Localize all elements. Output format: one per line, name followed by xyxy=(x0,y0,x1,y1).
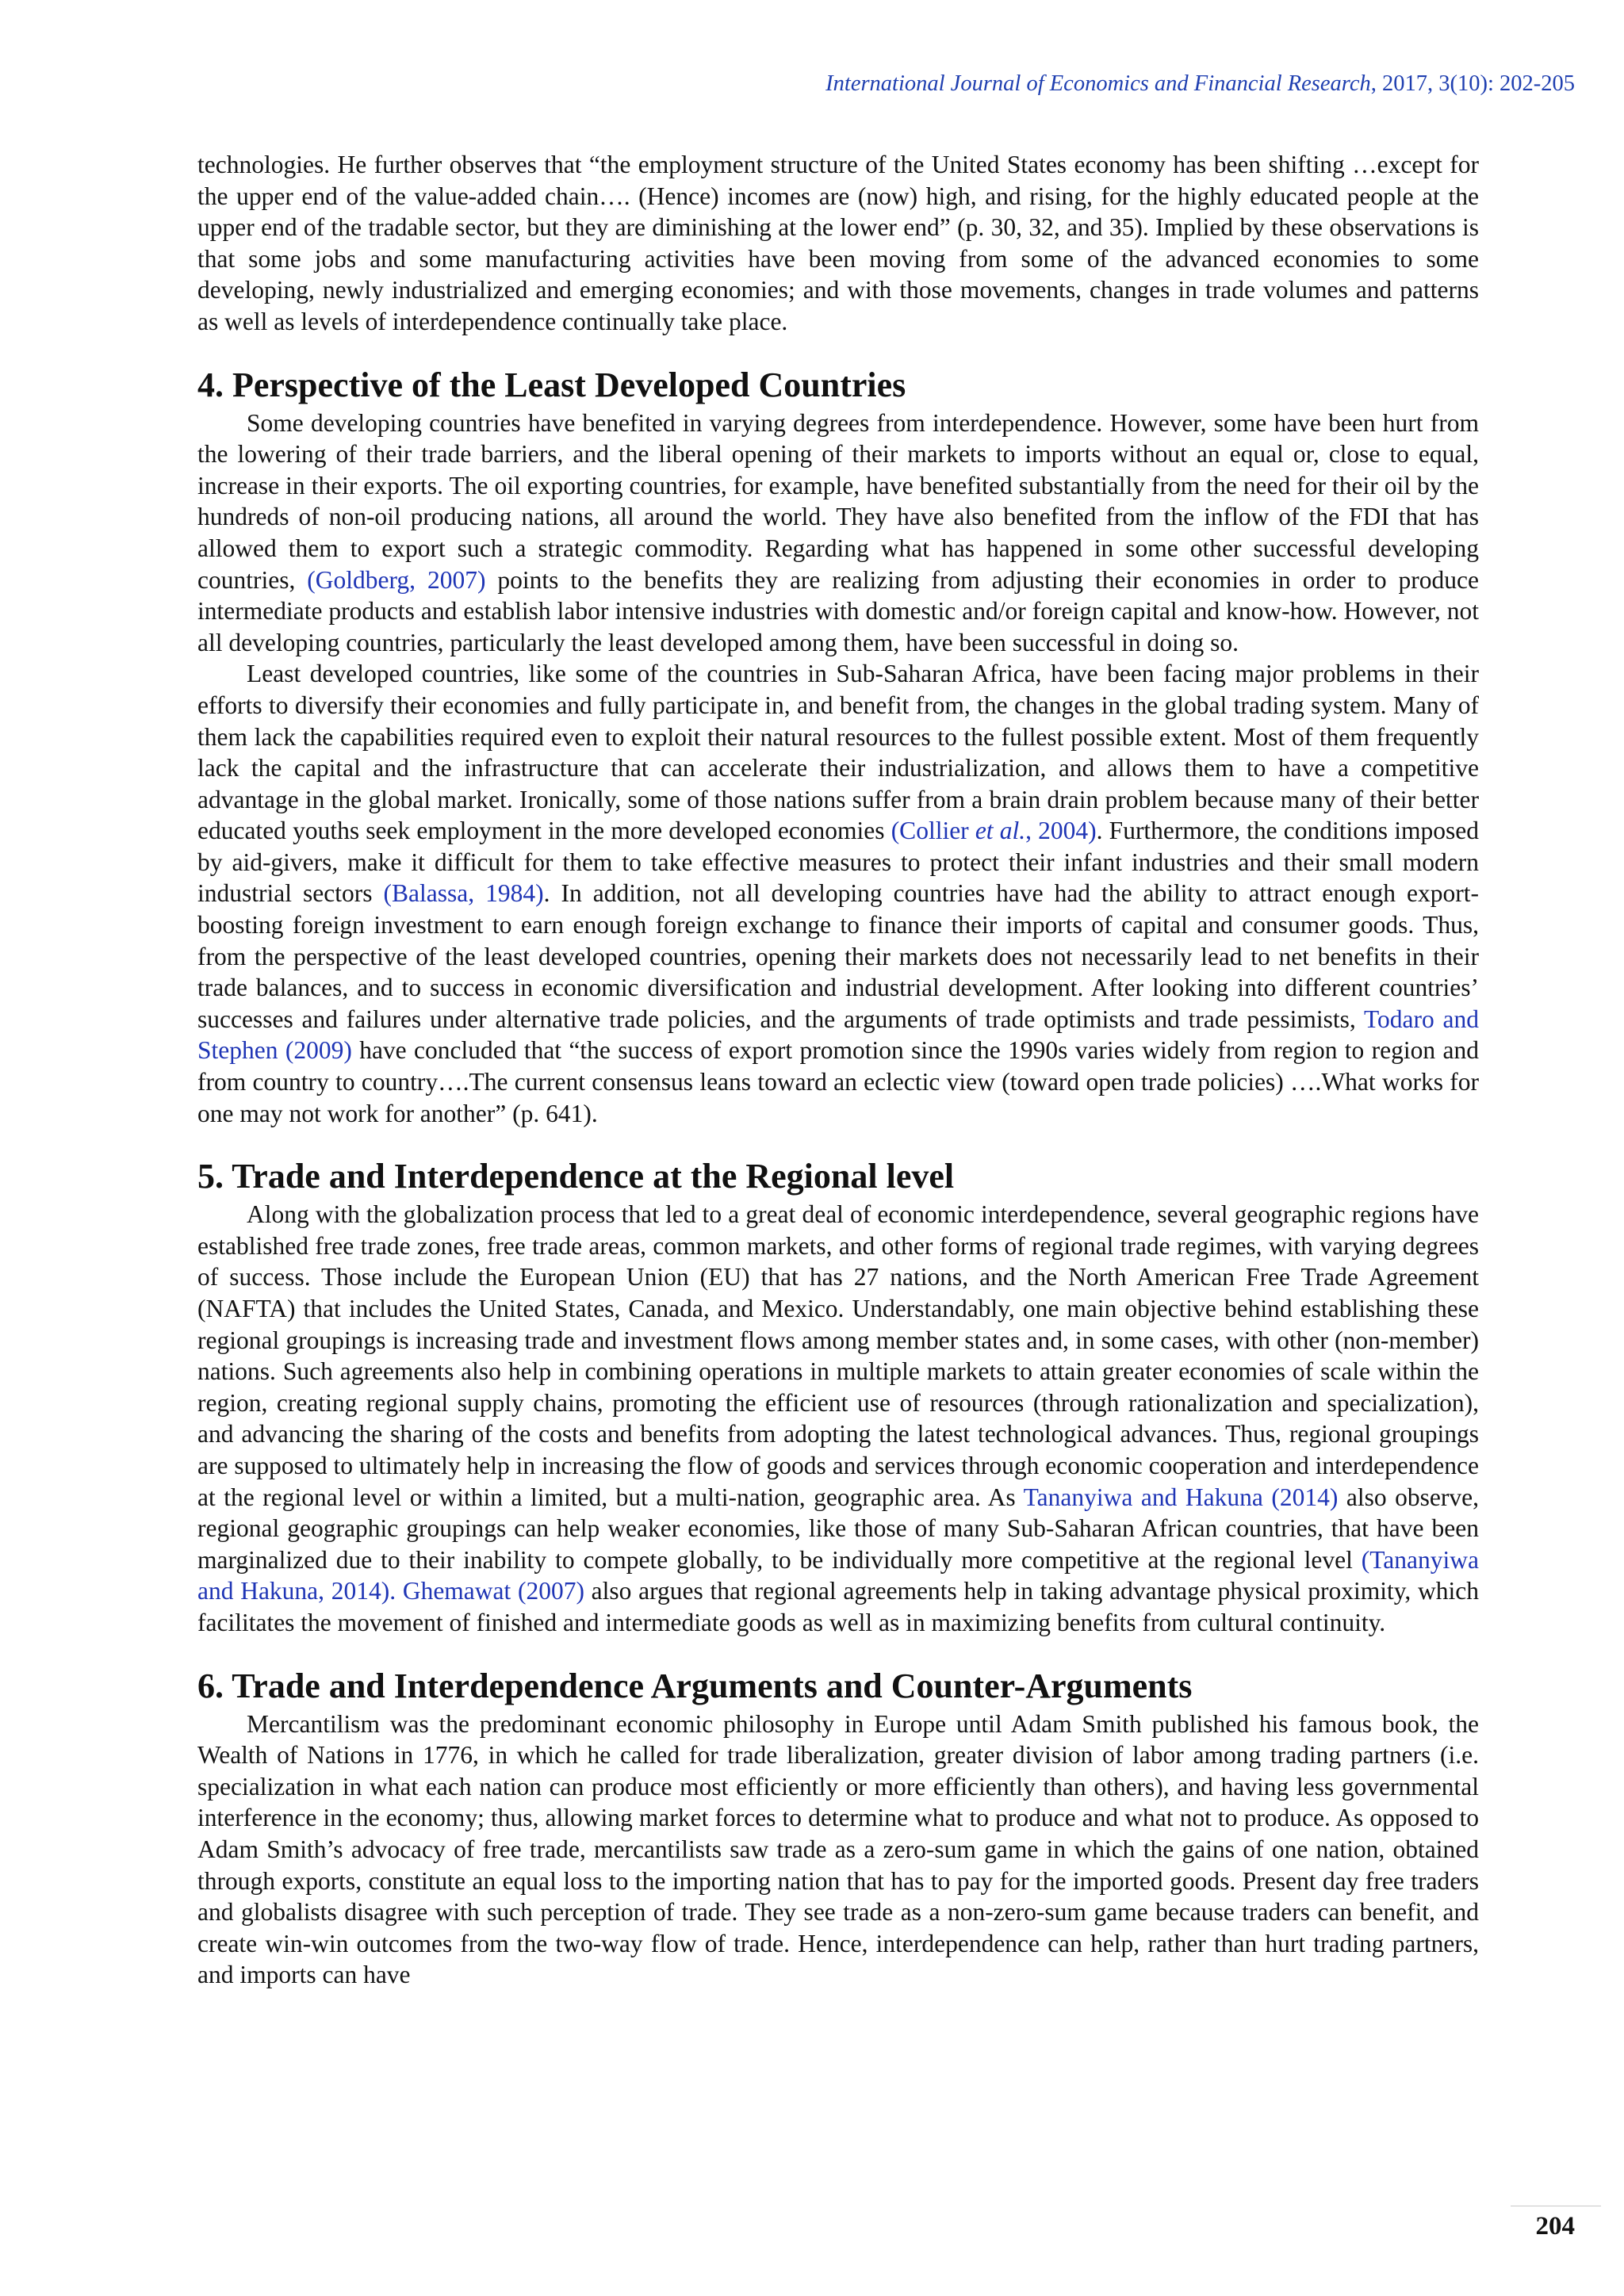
journal-title: International Journal of Economics and Financial Research xyxy=(825,71,1371,96)
paragraph xyxy=(197,1709,1479,1991)
text-run: also observe, regional geographic groupings can help weaker economies, like those of many Sub-Saharan African countries, that have been marginalized due to their inability to compete globally, to be individually more competitive at the regional level xyxy=(197,1483,1479,1574)
section-heading-5: 5. Trade and Interdependence at the Regional level xyxy=(197,1157,955,1196)
page-number: 204 xyxy=(1535,2212,1575,2241)
text-run: Least developed countries, like some of the countries in Sub-Saharan Africa, have been facing major problems in their efforts to diversify their economies and fully participate in, and benefit from, the changes in the global trading system. Many of them lack the capabilities required even to exploit their natural resources to the fullest possible extent. Most of them frequently lack the capital and the infrastructure that can accelerate their industrialization, and allows them to have a competitive advantage in the global market. Ironically, some of those nations suffer from a brain drain problem because many of their better educated youths seek employment in the more developed economies xyxy=(197,660,1479,845)
citation-link[interactable]: Tananyiwa and Hakuna (2014) xyxy=(1023,1483,1339,1511)
text-run: Mercantilism was the predominant economic philosophy in Europe until Adam Smith published his famous book, the Wealth of Nations in 1776, in which he called for trade liberalization, greater division of labor among trading partners (i.e. specialization in what each nation can produce most efficiently or more efficiently than others), and having less governmental interference in the economy; thus, allowing market forces to determine what to produce and what not to produce. As opposed to Adam Smith’s advocacy of free trade, mercantilists saw trade as a zero-sum game in which the gains of one nation, obtained through exports, constitute an equal loss to the importing nation that has to pay for the imported goods. Present day free traders and globalists disagree with such perception of trade. They see trade as a non-zero-sum game because traders can benefit, and create win-win outcomes from the two-way flow of trade. Hence, interdependence can help, rather than hurt trading partners, and imports can have xyxy=(197,1709,1479,1989)
paragraph xyxy=(197,408,1479,659)
citation-link[interactable] xyxy=(891,817,1097,844)
text-run: also argues that regional agreements help in taking advantage physical proximity, which facilitates the movement of finished and intermediate goods as well as in maximizing benefits from cultural continuity. xyxy=(197,1577,1479,1636)
text-run: have concluded that “the success of export promotion since the 1990s varies widely from region to region and from country to country….The current consensus leans toward an eclectic view (toward open trade policies) ….What works for one may not work for another” (p. 641). xyxy=(197,1036,1479,1127)
section-heading-4: 4. Perspective of the Least Developed Countries xyxy=(197,365,906,404)
text-run: technologies. He further observes that “the employment structure of the United States economy has been shifting …except for the upper end of the value-added chain…. (Hence) incomes are (now) high, and rising, for the highly educated people at the upper end of the tradable sector, but they are diminishing at the lower end” (p. 30, 32, and 35). Implied by these observations is that some jobs and some manufacturing activities have been moving from some of the advanced economies to some developing, newly industrialized and emerging economies; and with those movements, changes in trade volumes and patterns as well as levels of interdependence continually take place. xyxy=(197,151,1479,335)
citation-link[interactable]: Todaro and Stephen (2009) xyxy=(197,1004,1479,1065)
citation-text: et al. xyxy=(975,817,1026,845)
citation-link[interactable]: (Balassa, 1984) xyxy=(383,879,544,908)
paragraph xyxy=(197,1199,1479,1638)
text-run: points to the benefits they are realizing from adjusting their economies in order to produce intermediate products and establish labor intensive industries with domestic and/or foreign capital and know-how. However, not all developing countries, particularly the least developed among them, have been successful in doing so. xyxy=(197,565,1479,656)
citation-link[interactable]: (Tananyiwa and Hakuna, 2014). Ghemawat (2007) xyxy=(197,1545,1479,1605)
citation-text: , 2004) xyxy=(1025,817,1097,845)
paragraph xyxy=(197,658,1479,1129)
journal-details: , 2017, 3(10): 202-205 xyxy=(1370,71,1575,96)
text-run: . In addition, not all developing countries have had the ability to attract enough export-boosting foreign investment to earn enough foreign exchange to finance their imports of capital and consumer goods. Thus, from the perspective of the least developed countries, opening their markets does not necessarily lead to net benefits in their trade balances, and to success in economic diversification and industrial development. After looking into different countries’ successes and failures under alternative trade policies, and the arguments of trade optimists and trade pessimists, xyxy=(197,879,1479,1033)
running-header xyxy=(714,71,1575,97)
citation-text: (Collier xyxy=(891,817,975,845)
section-heading-6: 6. Trade and Interdependence Arguments and Counter-Arguments xyxy=(197,1666,1193,1705)
text-run: Some developing countries have benefited in varying degrees from interdependence. However, some have been hurt from the lowering of their trade barriers, and the liberal opening of their markets to imports without an equal or, close to equal, increase in their exports. The oil exporting countries, for example, have benefited substantially from the need for their oil by the hundreds of non-oil producing nations, all around the world. They have also benefited from the inflow of the FDI that has allowed them to export such a strategic commodity. Regarding what has happened in some other successful developing countries, xyxy=(197,408,1479,594)
citation-link[interactable]: (Goldberg, 2007) xyxy=(307,565,486,594)
paragraph-continuation xyxy=(197,149,1479,338)
article-body xyxy=(197,149,1479,1991)
text-run: . Furthermore, the conditions imposed by aid-givers, make it difficult for them to take effective measures to protect their infant industries and their small modern industrial sectors xyxy=(197,817,1479,908)
text-run: Along with the globalization process that led to a great deal of economic interdependence, several geographic regions have established free trade zones, free trade areas, common markets, and other forms of regional trade regimes, with varying degrees of success. Those include the European Union (EU) that has 27 nations, and the North American Free Trade Agreement (NAFTA) that includes the United States, Canada, and Mexico. Understandably, one main objective behind establishing these regional groupings is increasing trade and investment flows among member states and, in some cases, with other (non-member) nations. Such agreements also help in combining operations in multiple markets to attain greater economies of scale within the region, creating regional supply chains, promoting the efficient use of resources (through rationalization and specialization), and advancing the sharing of the costs and benefits from adopting the latest technological advances. Thus, regional groupings are supposed to ultimately help in increasing the flow of goods and services through economic cooperation and interdependence at the regional level or within a limited, but a multi-nation, geographic area. As xyxy=(197,1200,1479,1511)
